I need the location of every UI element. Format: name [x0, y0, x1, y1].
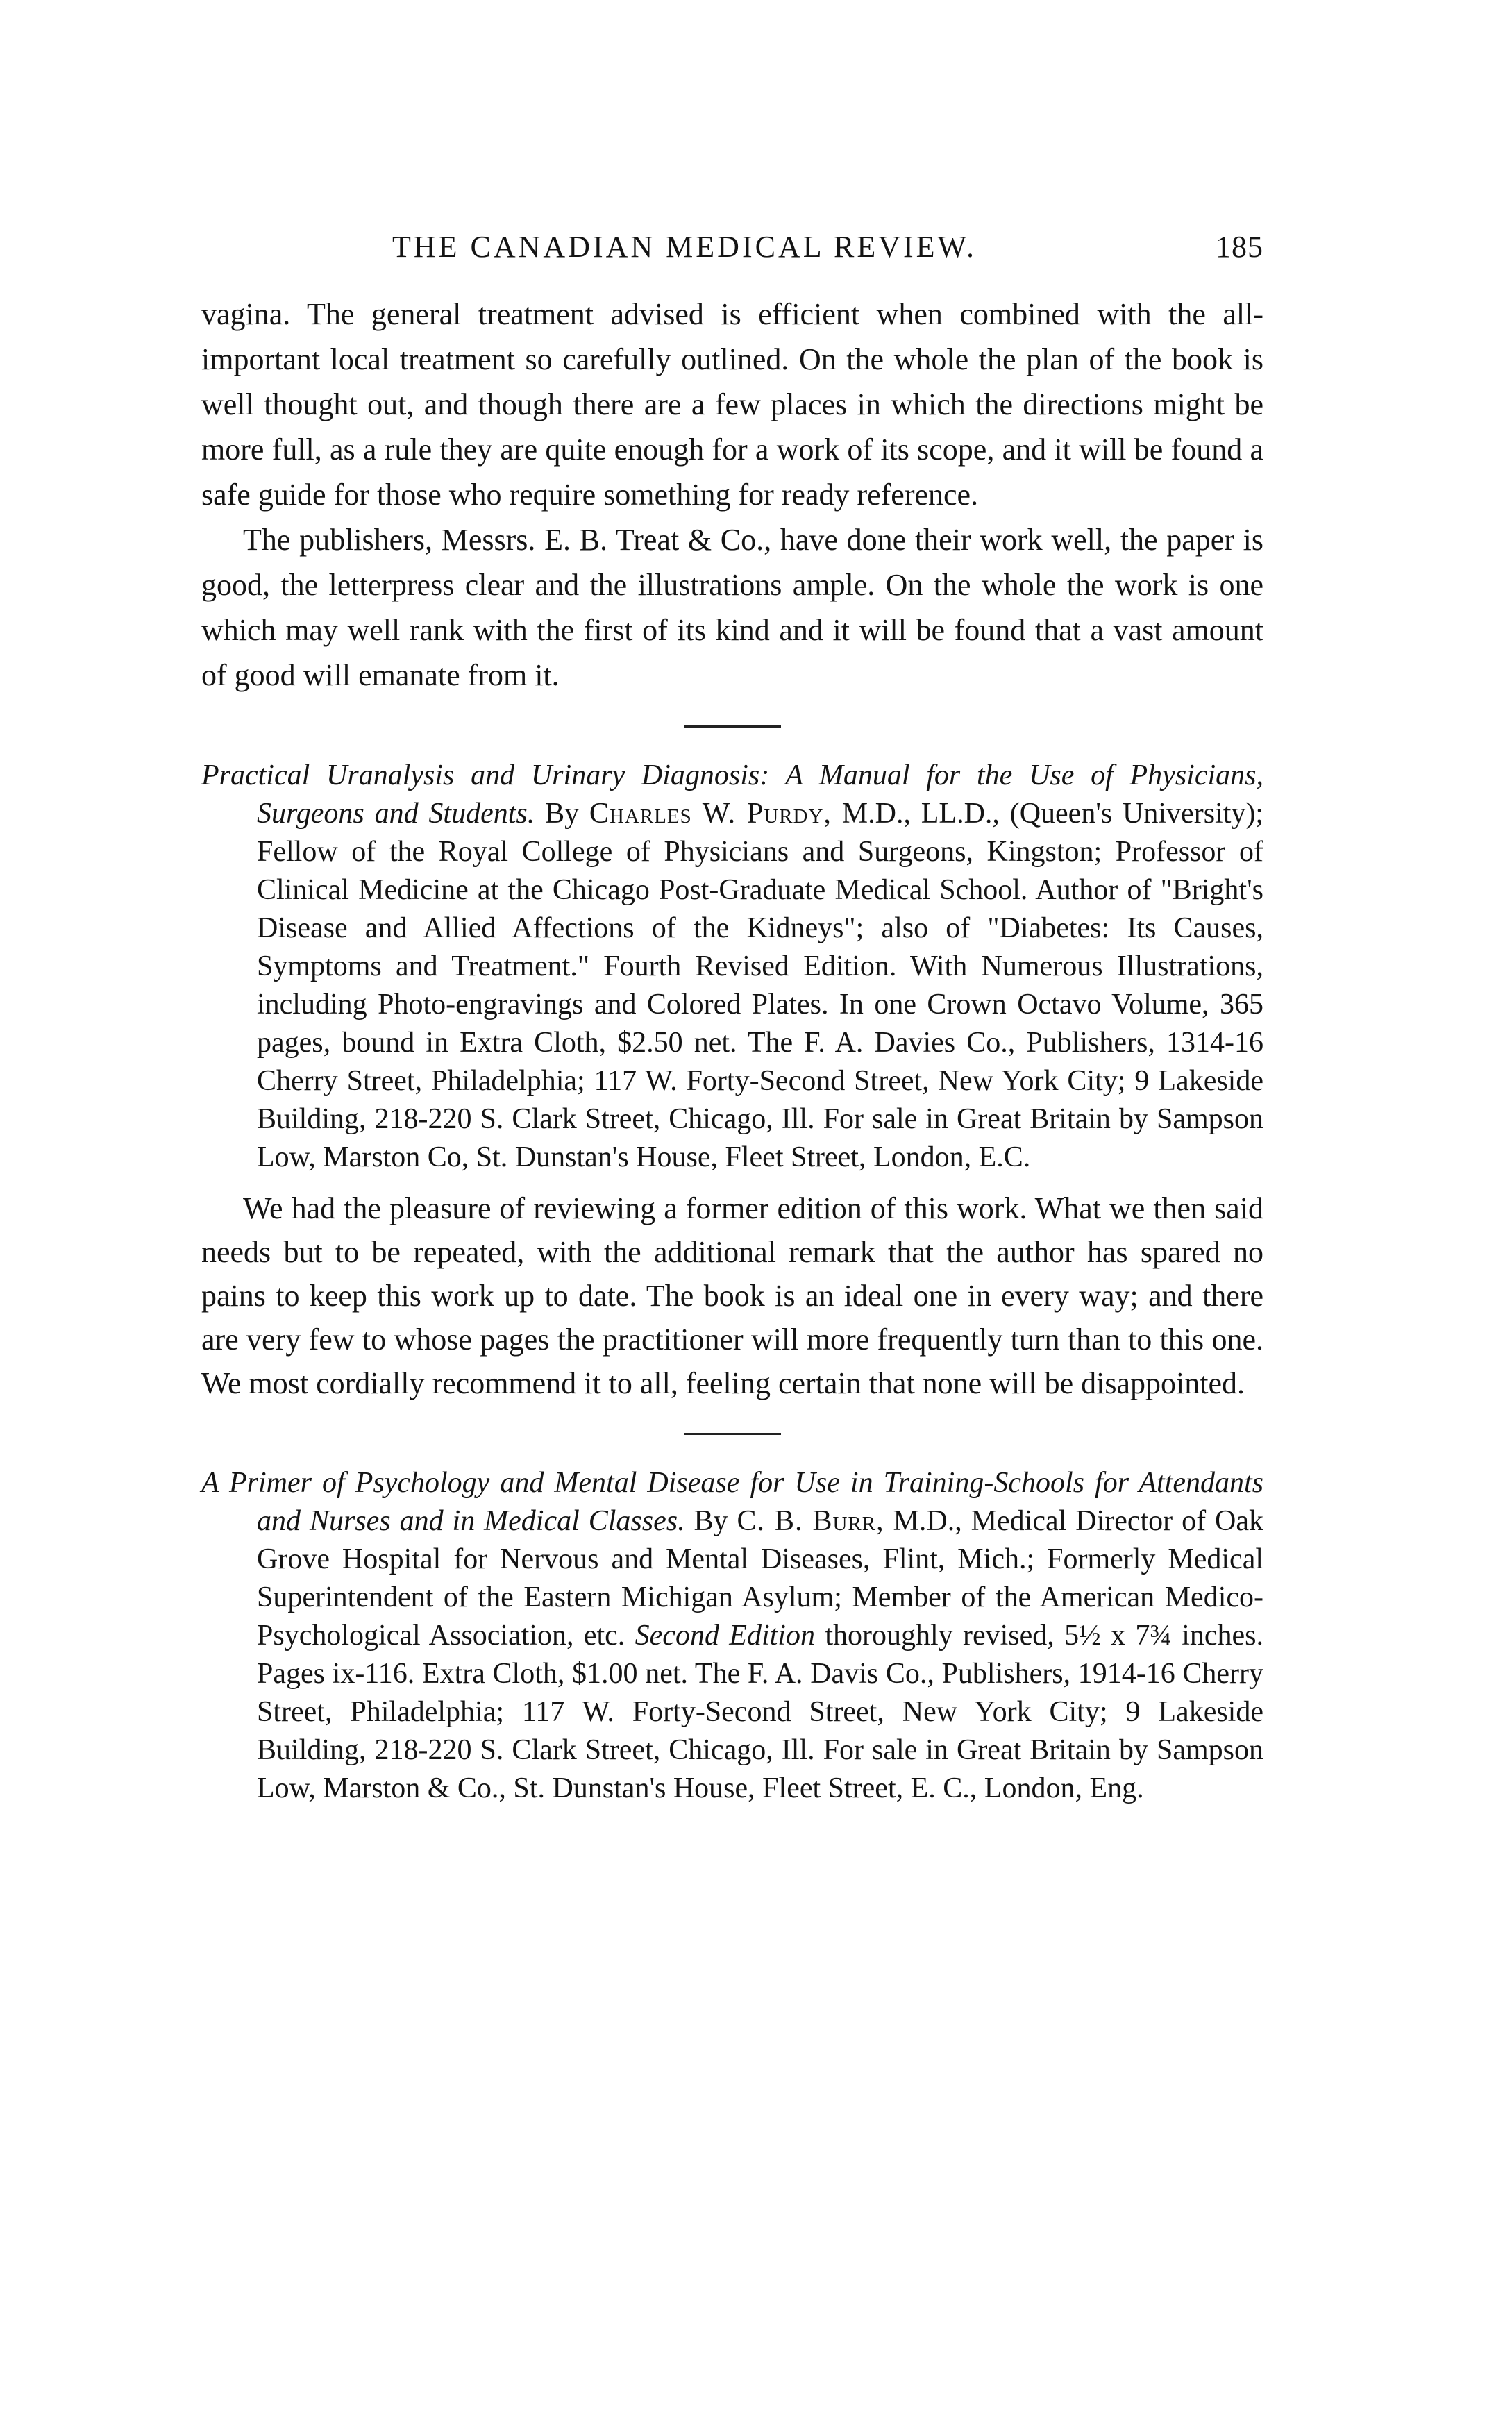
section-divider	[684, 1433, 781, 1435]
review1-paragraph-1: vagina. The general treatment advised is efficient when combined with the all-important local treatment so carefully outlined. On the whole the plan of the book is well thought out, and though there are a few places in which the directions might be more full, as a rule they are quite enough for a work of its scope, and it will be found a safe guide for those who require something for ready reference.	[201, 297, 1263, 512]
review3-author: C. B. Burr,	[737, 1505, 884, 1537]
review2-details: M.D., LL.D., (Queen's University); Fellow of the Royal College of Physicians and Surgeons, Kingston; Professor of Clinical Medicine at the Chicago Post-Graduate Medical School. Author of "Bright's Disease and Allied Affections of the Kidneys"; also of "Diabetes: Its Causes, Symptoms and Treatment." Fourth Revised Edition. With Numerous Illustrations, including Photo-engravings and Colored Plates. In one Crown Octavo Volume, 365 pages, bound in Extra Cloth, $2.50 net. The F. A. Davies Co., Publishers, 1314-16 Cherry Street, Philadelphia; 117 W. Forty-Second Street, New York City; 9 Lakeside Building, 218-220 S. Clark Street, Chicago, Ill. For sale in Great Britain by Sampson Low, Marston Co, St. Dunstan's House, Fleet Street, London, E.C.	[257, 798, 1264, 1173]
review3-book-title: A Primer of Psychology and Mental Disease for Use in Training-Schools for Attendants and Nurses and in Medical Classes.	[201, 1467, 1263, 1537]
review3-by: By	[694, 1505, 728, 1537]
review2-text: We had the pleasure of reviewing a former edition of this work. What we then said needs but to be repeated, with the additional remark that the author has spared no pains to keep this work up to date. The book is an ideal one in every way; and there are very few to whose pages the practitioner will more frequently turn than to this one. We most cordially recommend it to all, feeling certain that none will be disappointed.	[201, 1191, 1263, 1400]
review3-edition: Second Edition	[635, 1620, 815, 1652]
journal-title: THE CANADIAN MEDICAL REVIEW.	[392, 230, 977, 264]
running-head	[201, 229, 1263, 271]
page-number: 185	[1216, 230, 1263, 264]
review1-paragraph-2: The publishers, Messrs. E. B. Treat & Co., have done their work well, the paper is good, the letterpress clear and the illustrations ample. On the whole the work is one which may well rank with the first of its kind and it will be found that a vast amount of good will emanate from it.	[201, 523, 1263, 692]
page	[201, 229, 1263, 1817]
section-divider	[684, 725, 781, 728]
review3-citation	[201, 1464, 1263, 1808]
review3-details-b: thoroughly revised, 5½ x 7¾ inches. Pages ix-116. Extra Cloth, $1.00 net. The F. A. Davis Co., Publishers, 1914-16 Cherry Street, Philadelphia; 117 W. Forty-Second Street, New York City; 9 Lakeside Building, 218-220 S. Clark Street, Chicago, Ill. For sale in Great Britain by Sampson Low, Marston & Co., St. Dunstan's House, Fleet Street, E. C., London, Eng.	[257, 1620, 1264, 1804]
review2-by: By	[545, 798, 580, 830]
review2-author: Charles W. Purdy,	[589, 798, 832, 830]
review2-book-title: Practical Uranalysis and Urinary Diagnosis: A Manual for the Use of Physicians, Surgeons and Students.	[201, 759, 1263, 830]
review3-details-a: M.D., Medical Director of Oak Grove Hospital for Nervous and Mental Diseases, Flint, Mich.; Formerly Medical Superintendent of the Eastern Michigan Asylum; Member of the American Medico-Psychological Association, etc.	[257, 1505, 1264, 1652]
review2-citation	[201, 757, 1263, 1177]
